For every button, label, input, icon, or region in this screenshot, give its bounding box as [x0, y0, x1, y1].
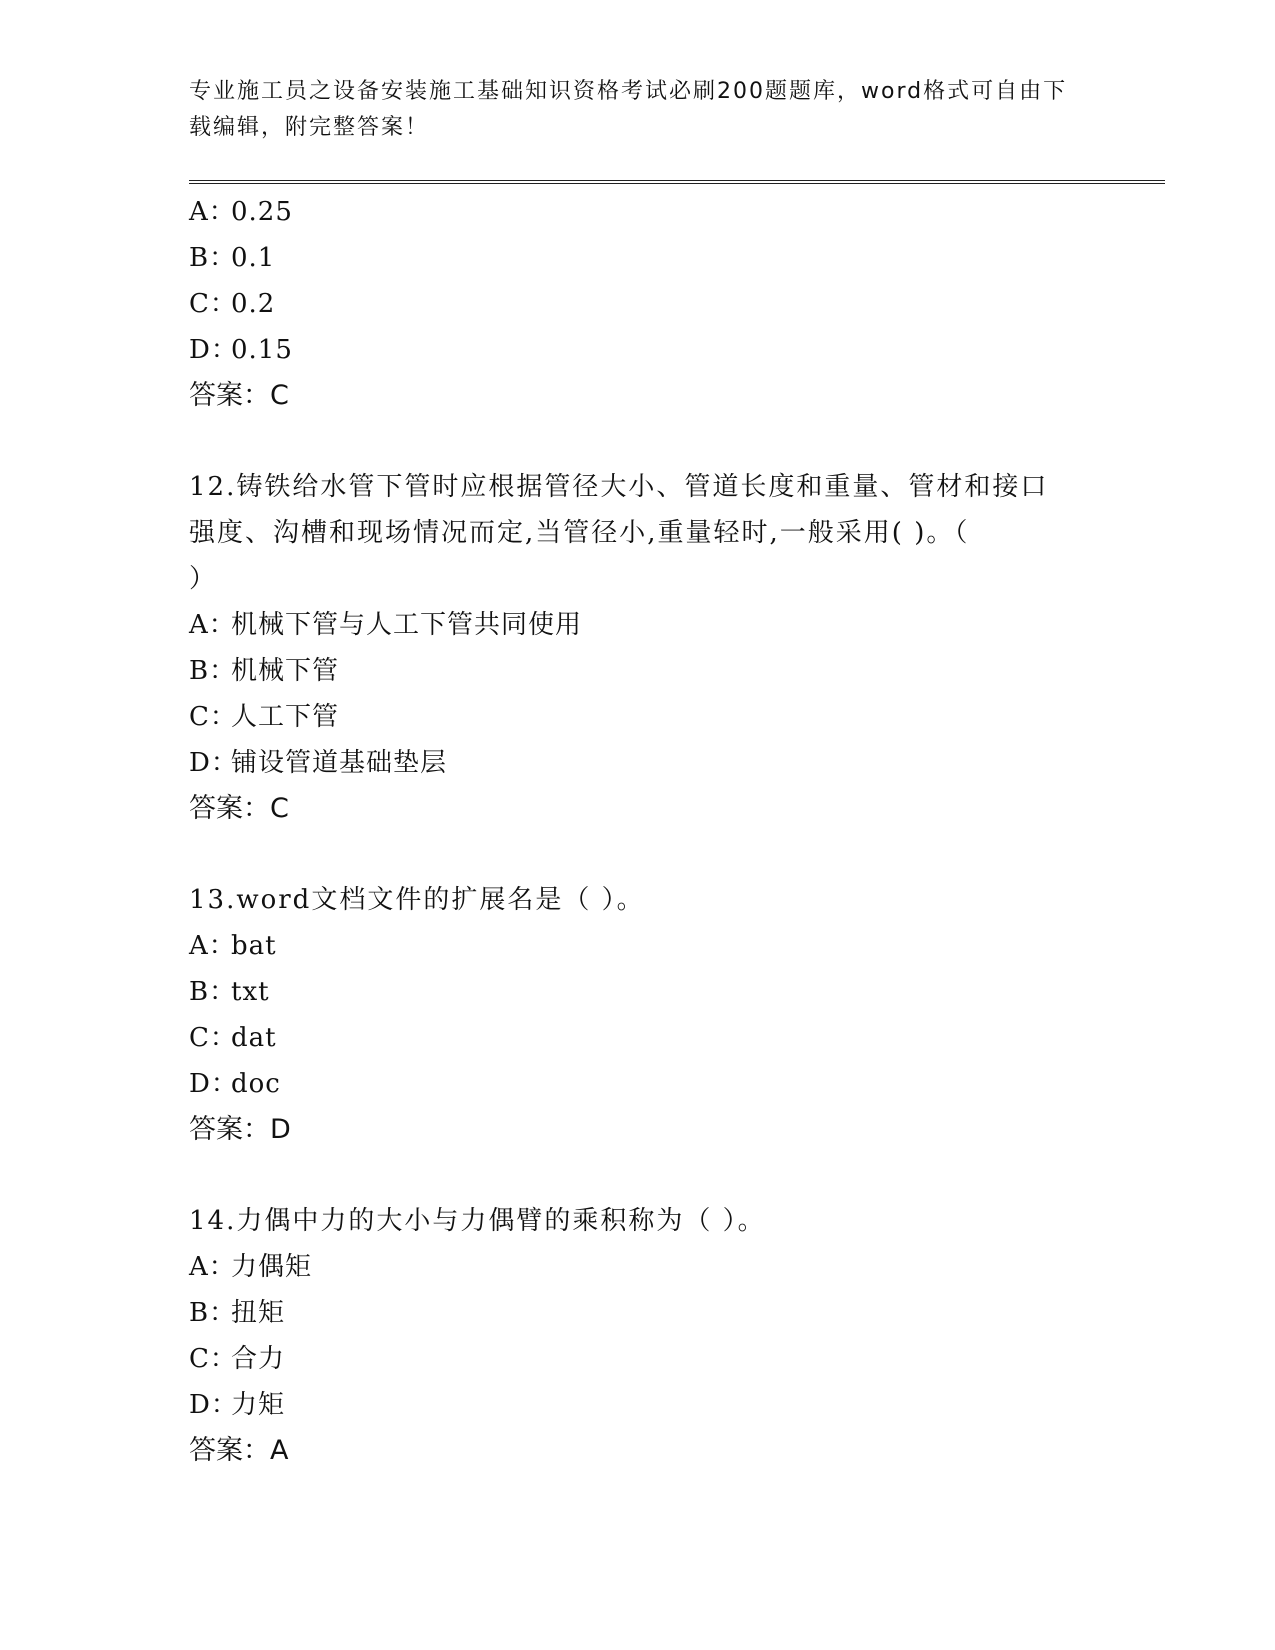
question-text: 14.力偶中力的大小与力偶臂的乘积称为（ ）。	[189, 1206, 766, 1236]
option-text: 扭矩	[231, 1298, 286, 1328]
question-block-14	[189, 1198, 1089, 1474]
option-text: 0.1	[231, 243, 276, 273]
option-key: C：	[189, 1023, 237, 1053]
option-key: C：	[189, 289, 237, 319]
option-key: C：	[189, 702, 237, 732]
option-text: txt	[231, 977, 270, 1007]
option-a	[189, 602, 1089, 648]
option-key: B：	[189, 977, 237, 1007]
option-text: 人工下管	[231, 702, 340, 732]
spacer	[189, 1153, 1089, 1198]
option-d	[189, 327, 1089, 373]
option-c	[189, 1015, 1089, 1061]
option-key: A：	[189, 931, 236, 961]
option-text: 力偶矩	[231, 1252, 313, 1282]
option-key: B：	[189, 656, 237, 686]
header-divider	[189, 180, 1165, 184]
option-text: 铺设管道基础垫层	[231, 748, 448, 778]
answer-text: 答案：D	[189, 1114, 291, 1145]
option-text: 力矩	[231, 1390, 286, 1420]
option-key: D：	[189, 748, 238, 778]
option-text: doc	[231, 1069, 281, 1099]
option-text: dat	[231, 1023, 277, 1053]
option-b	[189, 969, 1089, 1015]
question-text: 13.word文档文件的扩展名是（ ）。	[189, 885, 645, 915]
question-text-line-1: 12.铸铁给水管下管时应根据管径大小、管道长度和重量、管材和接口	[189, 472, 1049, 502]
answer-text: 答案：A	[189, 1435, 289, 1466]
question-list	[189, 189, 1089, 1474]
option-a	[189, 189, 1089, 235]
document-header-title: 专业施工员之设备安装施工基础知识资格考试必刷200题题库，word格式可自由下载编辑，附完整答案！	[189, 79, 1068, 140]
option-a	[189, 1244, 1089, 1290]
spacer	[189, 832, 1089, 877]
option-c	[189, 1336, 1089, 1382]
option-d	[189, 740, 1089, 786]
question-block-11	[189, 189, 1089, 419]
option-text: 机械下管	[231, 656, 340, 686]
option-key: B：	[189, 1298, 237, 1328]
option-a	[189, 923, 1089, 969]
option-text: 0.25	[231, 197, 293, 227]
option-text: 机械下管与人工下管共同使用	[231, 610, 583, 640]
question-block-12	[189, 464, 1089, 832]
option-b	[189, 235, 1089, 281]
answer-text: 答案：C	[189, 793, 289, 824]
option-key: D：	[189, 1069, 238, 1099]
option-key: D：	[189, 1390, 238, 1420]
option-d	[189, 1061, 1089, 1107]
spacer	[189, 419, 1089, 464]
option-key: B：	[189, 243, 237, 273]
option-key: A：	[189, 610, 236, 640]
option-c	[189, 281, 1089, 327]
option-text: 0.2	[231, 289, 276, 319]
question-text-line-2: 强度、沟槽和现场情况而定,当管径小,重量轻时,一般采用( )。（	[189, 518, 970, 548]
option-b	[189, 1290, 1089, 1336]
question-block-13	[189, 877, 1089, 1153]
answer-text: 答案：C	[189, 380, 289, 411]
option-key: A：	[189, 1252, 236, 1282]
option-key: C：	[189, 1344, 237, 1374]
option-text: 0.15	[231, 335, 293, 365]
option-d	[189, 1382, 1089, 1428]
option-b	[189, 648, 1089, 694]
option-text: 合力	[231, 1344, 286, 1374]
option-c	[189, 694, 1089, 740]
option-key: A：	[189, 197, 236, 227]
option-text: bat	[231, 931, 277, 961]
option-key: D：	[189, 335, 238, 365]
question-text-line-3: ）	[189, 564, 218, 594]
